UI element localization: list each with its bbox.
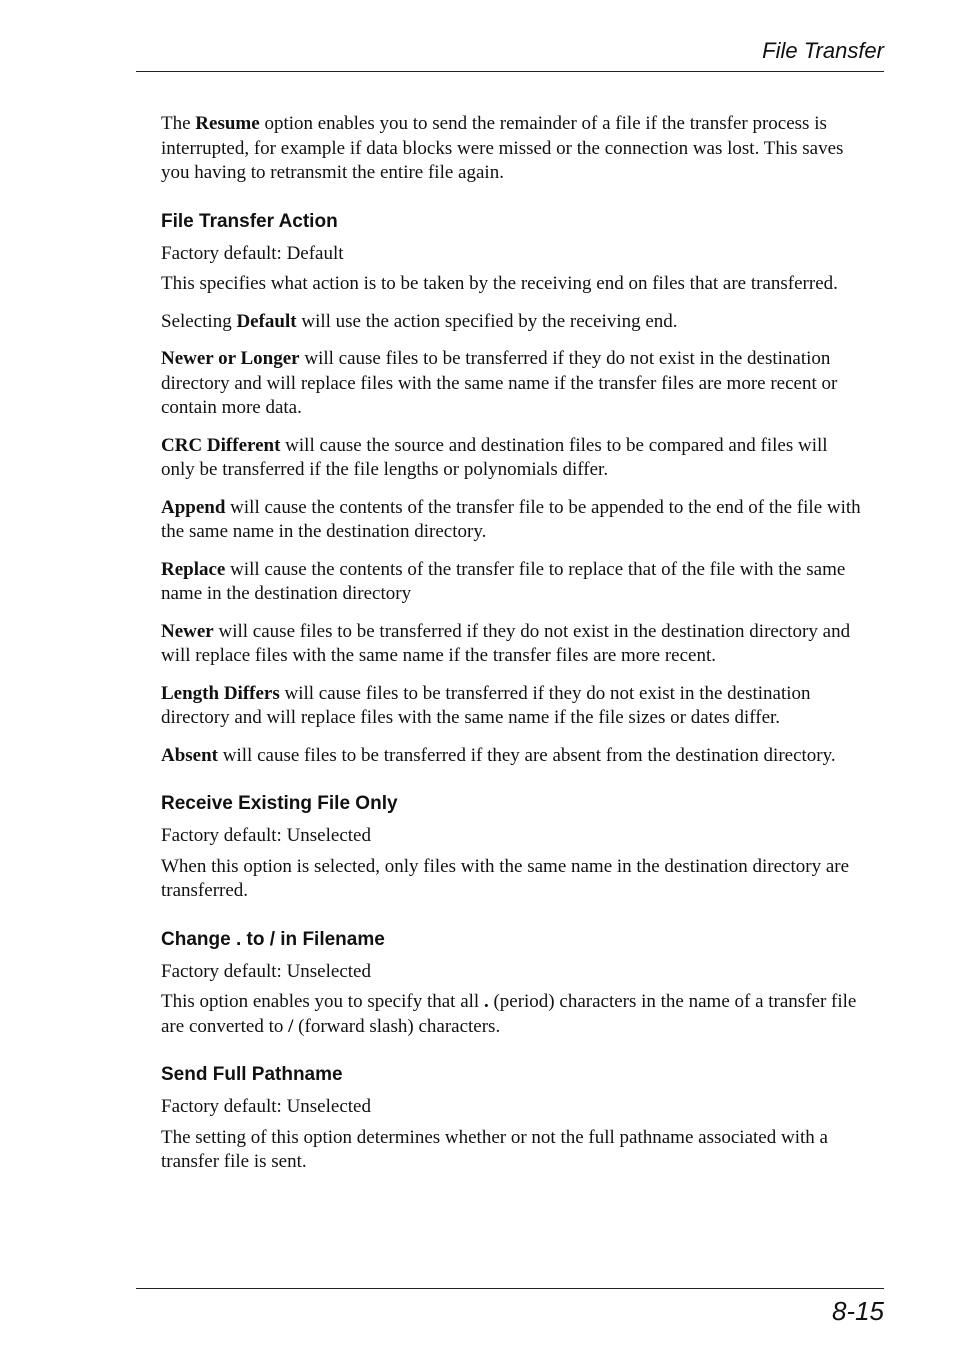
option-text: will cause files to be transferred if they are absent from the destination directory. (218, 744, 836, 766)
section-description: The setting of this option determines whether or not the full pathname associated with a transfer file is sent. (161, 1126, 828, 1172)
section-description: When this option is selected, only files with the same name in the destination directory are transferred. (161, 855, 850, 901)
factory-default: Factory default: Unselected (161, 960, 371, 982)
option-text: will cause files to be transferred if they do not exist in the destination directory and will replace files with the same name if the transfer files are more recent or contain more data. (161, 348, 838, 418)
option-text: will cause files to be transferred if they do not exist in the destination directory and will replace files with the same name if the file sizes or dates differ. (161, 682, 811, 728)
intro-text-pre: The (161, 113, 196, 134)
option-text: will cause the contents of the transfer file to be appended to the end of the file with the same name in the destination directory. (161, 496, 861, 542)
selecting-pre: Selecting (161, 310, 237, 332)
section-description (161, 990, 866, 1039)
intro-term: Resume (195, 113, 260, 134)
footer-rule (136, 1288, 884, 1289)
change-desc-pre: This option enables you to specify that all (161, 991, 484, 1012)
section-heading-receive-existing: Receive Existing File Only (161, 793, 398, 814)
slash-char: / (288, 1015, 294, 1037)
change-desc-post: (forward slash) characters. (293, 1015, 501, 1037)
option-paragraph (161, 682, 866, 731)
option-term: Replace (161, 558, 226, 580)
factory-default: Factory default: Default (161, 242, 344, 264)
page-body (161, 112, 866, 1188)
option-term: CRC Different (161, 434, 281, 456)
header-rule (136, 71, 884, 72)
change-desc-mid: (period) characters in the name of a transfer file are converted to (161, 991, 857, 1037)
option-text: will cause the contents of the transfer file to replace that of the file with the same name in the destination directory (161, 558, 846, 604)
option-text: will cause the source and destination files to be compared and files will only be transferred if the file lengths or polynomials differ. (161, 434, 828, 480)
option-term: Absent (161, 744, 219, 766)
factory-default: Factory default: Unselected (161, 825, 371, 846)
selecting-default-paragraph (161, 310, 866, 335)
page-number: 8-15 (831, 1296, 884, 1326)
intro-text-post: option enables you to send the remainder of a file if the transfer process is interrupted, for example if data blocks were missed or the connection was lost. This saves you having to retransmit the entire file again. (161, 113, 844, 183)
option-term: Newer or Longer (161, 348, 300, 369)
option-term: Length Differs (161, 682, 280, 704)
section-description: This specifies what action is to be taken by the receiving end on files that are transferred. (161, 273, 838, 294)
option-paragraph (161, 496, 866, 545)
running-header-title: File Transfer (762, 38, 884, 63)
option-paragraph (161, 744, 866, 769)
option-paragraph (161, 434, 866, 483)
option-term: Append (161, 496, 226, 518)
period-char: . (483, 991, 489, 1012)
intro-paragraph (161, 112, 866, 186)
option-paragraph (161, 558, 866, 607)
section-heading-file-transfer-action: File Transfer Action (161, 210, 338, 232)
option-paragraph (161, 347, 866, 421)
selecting-term: Default (236, 310, 297, 332)
selecting-post: will use the action specified by the receiving end. (296, 310, 678, 332)
option-term: Newer (161, 620, 214, 642)
section-heading-send-full-pathname: Send Full Pathname (161, 1064, 343, 1085)
option-paragraph (161, 620, 866, 669)
option-text: will cause files to be transferred if they do not exist in the destination directory and will replace files with the same name if the transfer files are more recent. (161, 620, 851, 666)
factory-default: Factory default: Unselected (161, 1096, 371, 1117)
section-heading-change-period: Change . to / in Filename (161, 928, 385, 950)
